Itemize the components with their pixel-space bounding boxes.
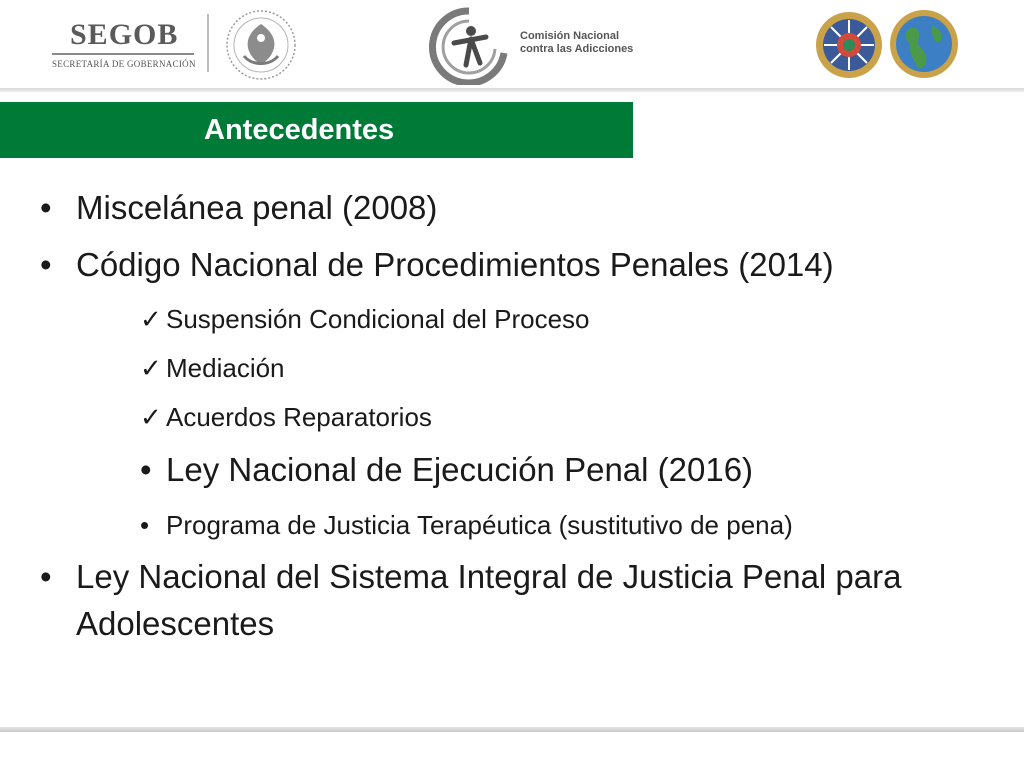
checkmark-icon: ✓ bbox=[140, 402, 162, 432]
conadic-line1: Comisión Nacional bbox=[520, 30, 620, 42]
list-item-text: Código Nacional de Procedimientos Penales (2014) bbox=[76, 246, 834, 283]
bullet-marker: • bbox=[40, 246, 52, 283]
segob-rule bbox=[52, 53, 194, 55]
footer-divider bbox=[0, 727, 1024, 732]
slide-title-bar bbox=[0, 102, 633, 158]
list-item-text: Ley Nacional de Ejecución Penal (2016) bbox=[166, 451, 754, 488]
mexico-coat-of-arms-icon bbox=[222, 8, 300, 82]
conadic-emblem-icon bbox=[424, 5, 514, 85]
list-item-text: Suspensión Condicional del Proceso bbox=[166, 304, 590, 334]
checkmark-icon: ✓ bbox=[140, 304, 162, 334]
header-separator bbox=[207, 14, 209, 72]
conadic-line2: contra las Adicciones bbox=[520, 43, 634, 55]
bullet-marker: • bbox=[40, 189, 52, 226]
list-item-continuation bbox=[76, 605, 274, 643]
checkmark-icon: ✓ bbox=[140, 353, 162, 383]
slide-title: Antecedentes bbox=[204, 114, 395, 146]
conadic-name bbox=[520, 30, 633, 56]
list-item-text: Acuerdos Reparatorios bbox=[166, 402, 432, 432]
bullet-marker: • bbox=[140, 510, 150, 540]
segob-subtitle: SECRETARÍA DE GOBERNACIÓN bbox=[52, 59, 196, 69]
segob-logo bbox=[52, 18, 197, 70]
list-item-text: Miscelánea penal (2008) bbox=[76, 189, 438, 226]
list-item-text: Mediación bbox=[166, 353, 285, 383]
oea-seal-icon bbox=[814, 10, 884, 80]
list-item-text: Adolescentes bbox=[76, 605, 275, 642]
bullet-marker: • bbox=[140, 451, 152, 488]
bullet-marker: • bbox=[40, 558, 52, 595]
logo-header bbox=[0, 0, 1024, 90]
header-divider bbox=[0, 88, 1024, 92]
list-item-text: Programa de Justicia Terapéutica (sustitutivo de pena) bbox=[166, 510, 793, 540]
segob-wordmark: SEGOB bbox=[70, 18, 179, 51]
list-item-text: Ley Nacional del Sistema Integral de Justicia Penal para bbox=[76, 558, 902, 595]
cicad-globe-icon bbox=[888, 8, 960, 80]
